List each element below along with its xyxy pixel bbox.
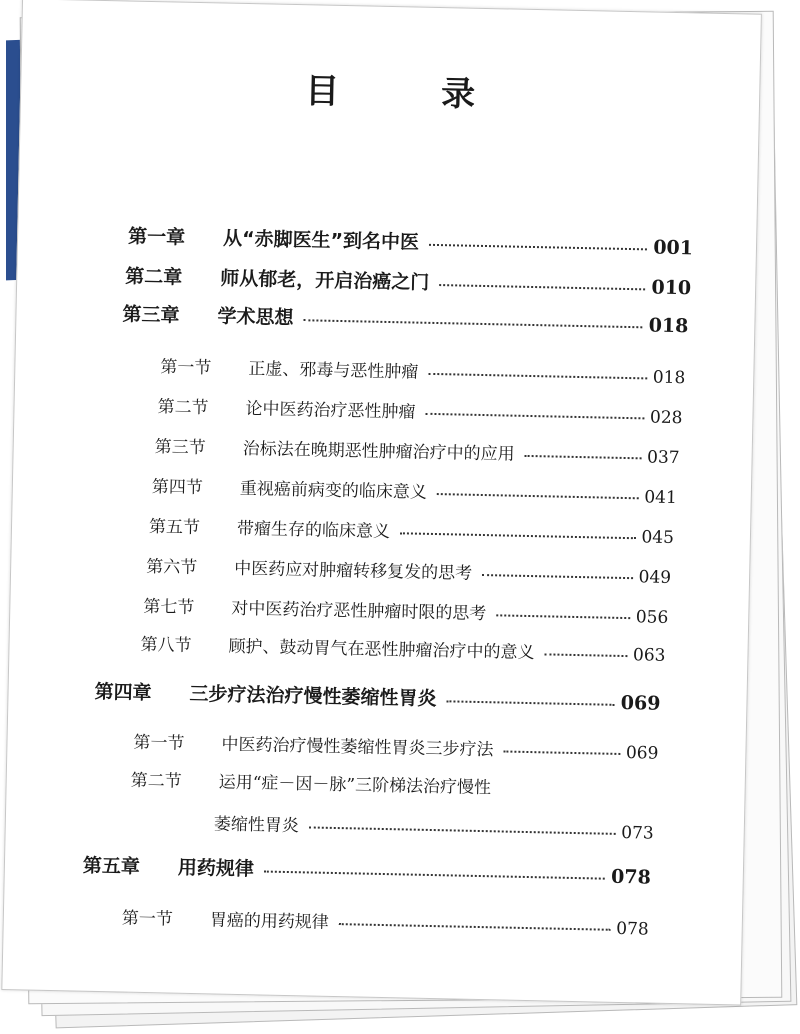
leader-dots — [400, 532, 636, 539]
toc-label: 第二节 — [157, 397, 209, 419]
toc-label: 第一节 — [133, 732, 185, 754]
leader-dots — [339, 923, 611, 931]
toc-chapter-3[interactable] — [122, 299, 688, 338]
toc-title: 中医药应对肿瘤转移复发的思考 — [233, 558, 473, 584]
leader-dots — [525, 455, 642, 459]
toc-label: 第一章 — [127, 225, 186, 249]
leader-dots — [439, 284, 645, 290]
toc-label: 第八节 — [140, 634, 192, 656]
leader-dots — [425, 413, 644, 420]
toc-label: 第三章 — [122, 303, 180, 327]
toc-label: 第七节 — [143, 596, 195, 618]
toc-label: 第一节 — [121, 908, 174, 930]
toc-title: 重视癌前病变的临床意义 — [239, 478, 428, 503]
toc-page-number: 041 — [644, 487, 677, 509]
toc-page-number: 028 — [649, 407, 683, 429]
toc-section-3-4[interactable] — [152, 472, 677, 508]
toc-section-3-1[interactable] — [160, 352, 685, 388]
leader-dots — [496, 614, 630, 619]
toc-label: 第三节 — [154, 437, 206, 459]
leader-dots — [264, 871, 605, 880]
toc-label: 第六节 — [145, 556, 198, 579]
toc-page-number: 045 — [641, 527, 675, 549]
toc-section-3-5[interactable] — [149, 512, 674, 548]
toc-label: 第四节 — [151, 477, 204, 499]
toc-section-4-2[interactable] — [131, 766, 631, 801]
leader-dots — [503, 750, 620, 754]
toc-title: 带瘤生存的临床意义 — [236, 518, 391, 543]
toc-chapter-1[interactable] — [128, 222, 693, 261]
toc-title: 萎缩性胃炎 — [213, 814, 300, 837]
toc-page-number: 037 — [646, 447, 680, 469]
toc-chapter-4[interactable] — [94, 677, 660, 716]
toc-section-5-1[interactable] — [122, 904, 649, 940]
table-of-contents — [19, 209, 757, 940]
toc-label: 第二节 — [130, 770, 182, 792]
toc-page-number: 018 — [648, 314, 689, 338]
toc-page-number: 063 — [632, 645, 666, 666]
toc-title: 治标法在晚期恶性肿瘤治疗中的应用 — [242, 438, 515, 465]
toc-title: 论中医药治疗恶性肿瘤 — [245, 399, 416, 423]
toc-title: 三步疗法治疗慢性萎缩性胃炎 — [189, 682, 437, 711]
toc-page-number: 001 — [653, 236, 694, 260]
leader-dots — [482, 574, 633, 579]
leader-dots — [429, 244, 647, 251]
leader-dots — [428, 373, 647, 380]
toc-title: 师从郁老，开启治癌之门 — [220, 267, 430, 294]
toc-title: 学术思想 — [217, 305, 294, 330]
toc-page-number: 010 — [651, 276, 692, 300]
toc-page-number: 078 — [610, 865, 652, 889]
toc-page-number: 056 — [635, 607, 669, 628]
toc-section-3-6[interactable] — [146, 552, 671, 588]
toc-section-4-1[interactable] — [133, 728, 658, 764]
toc-page-number: 018 — [652, 367, 686, 389]
toc-title: 中医药治疗慢性萎缩性胃炎三步疗法 — [221, 734, 494, 761]
toc-chapter-5[interactable] — [83, 851, 651, 890]
toc-title: 正虚、邪毒与恶性肿瘤 — [248, 359, 419, 383]
toc-page-number: 069 — [620, 691, 661, 715]
toc-label: 第二章 — [125, 265, 183, 289]
toc-page-number: 069 — [625, 743, 659, 764]
page-title: 目 录 — [304, 71, 510, 116]
toc-title: 从“赤脚医生”到名中医 — [222, 227, 420, 254]
toc-title: 用药规律 — [177, 856, 255, 881]
leader-dots — [544, 653, 627, 657]
toc-page-number: 049 — [638, 567, 672, 588]
toc-title: 运用“症－因－脉”三阶梯法治疗慢性 — [218, 772, 492, 799]
toc-title: 胃癌的用药规律 — [209, 910, 329, 933]
toc-section-4-2-continued[interactable] — [214, 809, 654, 843]
toc-label: 第五章 — [82, 854, 141, 878]
toc-page-number: 078 — [616, 918, 649, 940]
toc-title: 顾护、鼓动胃气在恶性肿瘤治疗中的意义 — [228, 636, 535, 664]
leader-dots — [437, 493, 639, 499]
leader-dots — [303, 319, 642, 328]
toc-label: 第五节 — [148, 517, 201, 539]
toc-chapter-2[interactable] — [125, 261, 691, 300]
toc-page-number: 073 — [621, 822, 654, 844]
toc-title: 对中医药治疗恶性肿瘤时限的思考 — [231, 598, 487, 625]
leader-dots — [309, 826, 616, 834]
toc-label: 第一节 — [160, 357, 212, 379]
toc-section-3-2[interactable] — [157, 392, 682, 428]
toc-page — [1, 0, 762, 1006]
toc-label: 第四章 — [94, 680, 152, 705]
toc-section-3-7[interactable] — [143, 592, 668, 628]
toc-section-3-3[interactable] — [155, 432, 680, 468]
leader-dots — [446, 700, 614, 706]
toc-section-3-8[interactable] — [140, 630, 665, 666]
